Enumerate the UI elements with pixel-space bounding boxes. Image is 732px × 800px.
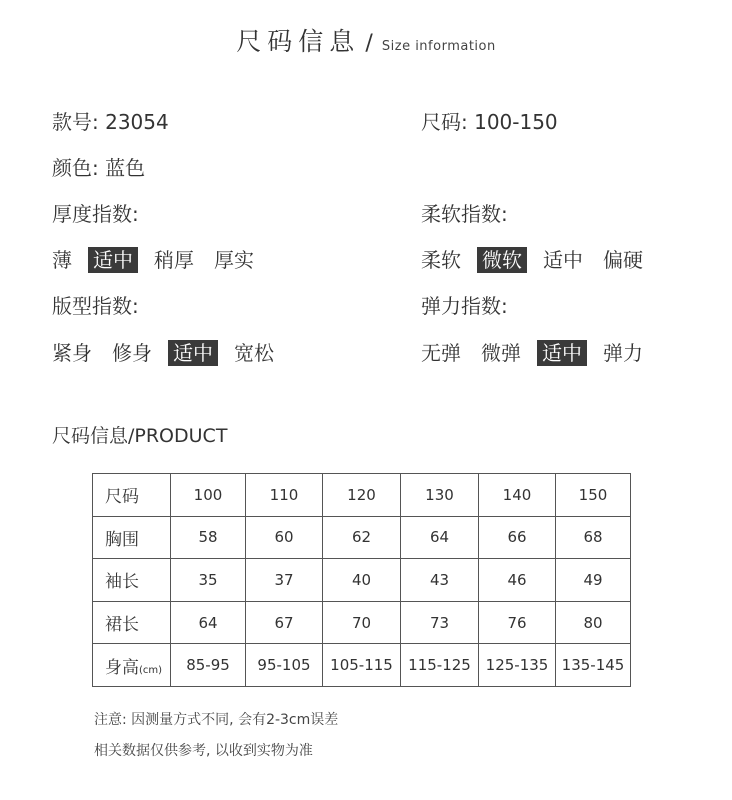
note-line-1: 注意: 因测量方式不同, 会有2-3cm误差 bbox=[94, 712, 339, 728]
size-table-title: 尺码信息/PRODUCT bbox=[52, 425, 228, 447]
fit-option: 紧身 bbox=[52, 341, 92, 365]
fit-option: 宽松 bbox=[234, 341, 274, 365]
softness-option: 偏硬 bbox=[603, 248, 643, 272]
table-cell: 66 bbox=[479, 516, 556, 559]
table-cell: 35 bbox=[171, 559, 246, 602]
table-row bbox=[93, 559, 631, 602]
table-cell: 67 bbox=[246, 601, 323, 644]
note-line-2: 相关数据仅供参考, 以收到实物为准 bbox=[94, 743, 313, 759]
table-cell: 120 bbox=[323, 474, 401, 517]
table-cell: 64 bbox=[401, 516, 479, 559]
table-cell: 95-105 bbox=[246, 644, 323, 687]
softness-option: 适中 bbox=[543, 248, 583, 272]
table-cell: 40 bbox=[323, 559, 401, 602]
thickness-option: 稍厚 bbox=[154, 248, 194, 272]
elasticity-option: 弹力 bbox=[603, 341, 643, 365]
table-cell: 43 bbox=[401, 559, 479, 602]
table-cell: 130 bbox=[401, 474, 479, 517]
table-cell: 60 bbox=[246, 516, 323, 559]
thickness-option: 厚实 bbox=[214, 248, 254, 272]
elasticity-options bbox=[421, 340, 659, 366]
table-cell: 80 bbox=[556, 601, 631, 644]
table-cell: 73 bbox=[401, 601, 479, 644]
size-table bbox=[92, 473, 631, 687]
fit-label: 版型指数: bbox=[52, 294, 139, 318]
thickness-label: 厚度指数: bbox=[52, 202, 139, 226]
page-header bbox=[0, 22, 732, 58]
table-row bbox=[93, 474, 631, 517]
softness-options bbox=[421, 247, 659, 273]
thickness-options bbox=[52, 247, 270, 273]
row-header: 袖长 bbox=[93, 559, 171, 602]
color-info: 颜色: 蓝色 bbox=[52, 156, 146, 180]
table-cell: 62 bbox=[323, 516, 401, 559]
table-cell: 76 bbox=[479, 601, 556, 644]
elasticity-label: 弹力指数: bbox=[421, 294, 508, 318]
row-header: 尺码 bbox=[93, 474, 171, 517]
row-header: 身高(cm) bbox=[93, 644, 171, 687]
table-cell: 150 bbox=[556, 474, 631, 517]
table-row bbox=[93, 644, 631, 687]
softness-label: 柔软指数: bbox=[421, 202, 508, 226]
elasticity-option: 微弹 bbox=[481, 341, 521, 365]
header-slash: / bbox=[365, 31, 373, 56]
softness-option: 微软 bbox=[477, 247, 527, 273]
table-cell: 37 bbox=[246, 559, 323, 602]
table-cell: 105-115 bbox=[323, 644, 401, 687]
table-cell: 100 bbox=[171, 474, 246, 517]
elasticity-option: 适中 bbox=[537, 340, 587, 366]
thickness-option: 适中 bbox=[88, 247, 138, 273]
table-cell: 46 bbox=[479, 559, 556, 602]
fit-option: 修身 bbox=[112, 341, 152, 365]
table-cell: 125-135 bbox=[479, 644, 556, 687]
table-cell: 58 bbox=[171, 516, 246, 559]
row-header: 裙长 bbox=[93, 601, 171, 644]
table-cell: 70 bbox=[323, 601, 401, 644]
row-header: 胸围 bbox=[93, 516, 171, 559]
table-cell: 64 bbox=[171, 601, 246, 644]
table-cell: 135-145 bbox=[556, 644, 631, 687]
header-title-cn: 尺码信息 bbox=[236, 27, 361, 56]
table-cell: 68 bbox=[556, 516, 631, 559]
softness-option: 柔软 bbox=[421, 248, 461, 272]
table-row bbox=[93, 516, 631, 559]
table-cell: 140 bbox=[479, 474, 556, 517]
thickness-option: 薄 bbox=[52, 248, 72, 272]
fit-option: 适中 bbox=[168, 340, 218, 366]
size-range: 尺码: 100-150 bbox=[421, 110, 558, 134]
style-number: 款号: 23054 bbox=[52, 110, 169, 134]
fit-options bbox=[52, 340, 290, 366]
notes bbox=[94, 705, 338, 767]
table-cell: 110 bbox=[246, 474, 323, 517]
table-cell: 49 bbox=[556, 559, 631, 602]
table-cell: 115-125 bbox=[401, 644, 479, 687]
table-cell: 85-95 bbox=[171, 644, 246, 687]
header-title-en: Size information bbox=[381, 39, 496, 54]
table-row bbox=[93, 601, 631, 644]
elasticity-option: 无弹 bbox=[421, 341, 461, 365]
